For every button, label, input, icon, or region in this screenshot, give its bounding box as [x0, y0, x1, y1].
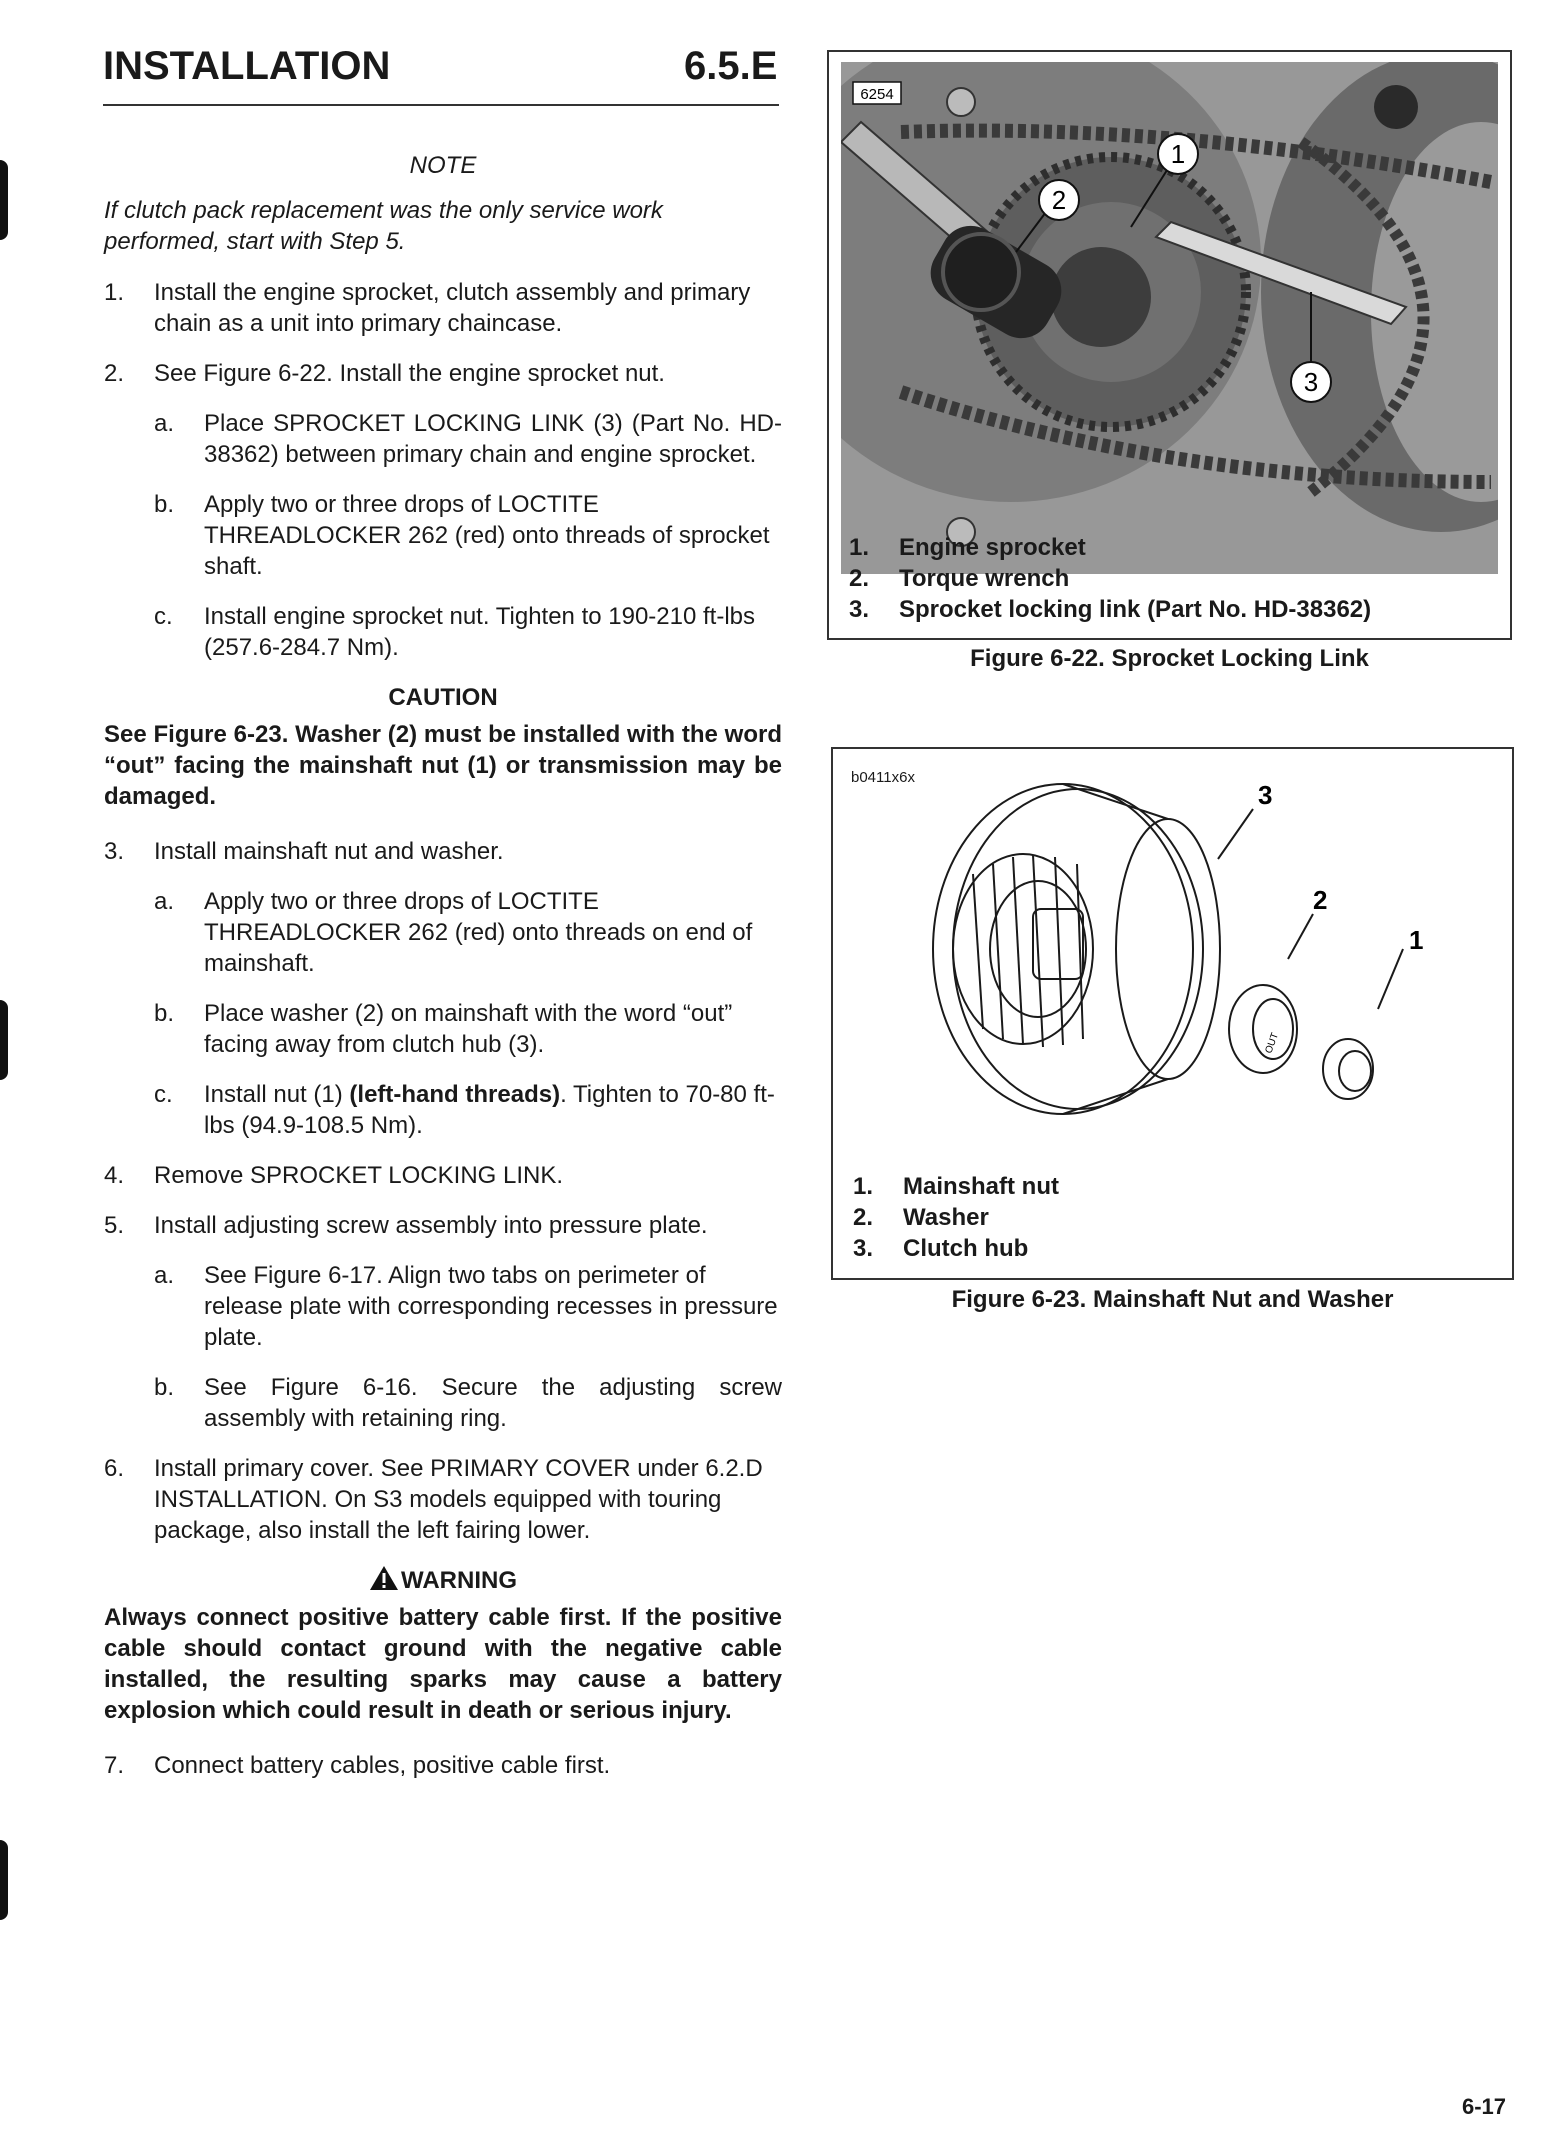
- figure-6-22-caption: Figure 6-22. Sprocket Locking Link: [970, 645, 1369, 672]
- callout-1: 1: [1409, 925, 1424, 955]
- legend-item: 2. Washer: [853, 1204, 989, 1231]
- step-text: Install adjusting screw assembly into pressure plate.: [154, 1212, 708, 1239]
- figure-6-23-box: [831, 747, 1514, 1280]
- note-heading: NOTE: [409, 152, 477, 179]
- page-number: 6-17: [1462, 2094, 1507, 2119]
- substep-text: See Figure 6-16. Secure the adjusting screw assembly with retaining ring.: [204, 1374, 782, 1432]
- sprocket-locking-link-photo: [841, 62, 1498, 574]
- step-number: 1.: [104, 279, 125, 306]
- warning-heading-text: WARNING: [401, 1567, 517, 1594]
- step-2: [104, 358, 782, 389]
- substep-2c: [154, 601, 782, 663]
- legend-item: 1. Mainshaft nut: [853, 1173, 1059, 1200]
- step-text: See Figure 6-22. Install the engine sprocket nut.: [154, 360, 665, 387]
- step-text: Install the engine sprocket, clutch assembly and primary chain as a unit into primary chaincase.: [154, 279, 751, 337]
- legend-item: 2. Torque wrench: [849, 565, 1070, 592]
- figure-id: b0411x6x: [851, 769, 915, 786]
- warning-text: Always connect positive battery cable first. If the positive cable should contact ground with the negative cable installed, the resulting sparks may cause a battery explosion which could result in death or serious injury.: [104, 1604, 782, 1724]
- substep-text: See Figure 6-17. Align two tabs on perimeter of release plate with corresponding recesses in pressure plate.: [204, 1262, 778, 1351]
- step-text: Install mainshaft nut and washer.: [154, 838, 504, 865]
- step-6: [104, 1453, 782, 1546]
- substep-3b: [154, 998, 782, 1060]
- binder-hole: [0, 1000, 8, 1080]
- note-text: If clutch pack replacement was the only service work performed, start with Step 5.: [104, 197, 663, 255]
- binder-hole: [0, 160, 8, 240]
- callout-2: 2: [1313, 885, 1328, 915]
- caution-text: See Figure 6-23. Washer (2) must be installed with the word “out” facing the mainshaft nut (1) or transmission may be damaged.: [104, 721, 782, 810]
- substep-text-post: . Tighten to 70-80 ft-lbs (94.9-108.5 Nm).: [204, 1081, 775, 1139]
- substep-text: [204, 1079, 782, 1141]
- step-number: 2.: [104, 360, 125, 387]
- washer-label: OUT: [1263, 1031, 1282, 1056]
- substep-letter: a.: [154, 888, 175, 915]
- figure-id: 6254: [860, 86, 894, 103]
- step-3: [104, 836, 782, 867]
- substep-letter: b.: [154, 1374, 175, 1401]
- substep-text-bold: (left-hand threads): [349, 1081, 561, 1108]
- step-1: [104, 277, 782, 339]
- substep-letter: a.: [154, 410, 175, 437]
- step-text: Install primary cover. See PRIMARY COVER under 6.2.D INSTALLATION. On S3 models equipped with touring package, also install the left fairing lower.: [154, 1455, 763, 1544]
- substep-letter: b.: [154, 491, 175, 518]
- step-7: [104, 1750, 782, 1781]
- substep-text: Install engine sprocket nut. Tighten to 190-210 ft-lbs (257.6-284.7 Nm).: [204, 603, 756, 661]
- substep-3a: [154, 886, 782, 979]
- step-number: 5.: [104, 1212, 125, 1239]
- legend-item: 1. Engine sprocket: [849, 534, 1086, 561]
- step-text: Remove SPROCKET LOCKING LINK.: [154, 1162, 564, 1189]
- substep-5b: [154, 1372, 782, 1434]
- section-number: 6.5.E: [684, 44, 778, 88]
- figure-6-23-legend: [853, 1171, 1059, 1264]
- binder-hole: [0, 1840, 8, 1920]
- step-5: [104, 1210, 782, 1241]
- callout-1: 1: [1170, 139, 1186, 169]
- mainshaft-nut-washer-diagram: [833, 749, 1512, 1149]
- callout-2: 2: [1051, 185, 1067, 215]
- substep-text: Apply two or three drops of LOCTITE THREADLOCKER 262 (red) onto threads of sprocket shaft.: [204, 491, 770, 580]
- substep-text: Apply two or three drops of LOCTITE THREADLOCKER 262 (red) onto threads on end of mainshaft.: [204, 888, 753, 977]
- substep-letter: c.: [154, 1081, 173, 1108]
- step-number: 4.: [104, 1162, 125, 1189]
- step-number: 7.: [104, 1752, 125, 1779]
- main-text-column: [104, 150, 782, 1800]
- substep-2a: [154, 408, 782, 470]
- header-rule: [103, 104, 779, 106]
- substep-letter: c.: [154, 603, 173, 630]
- step-text: Connect battery cables, positive cable first.: [154, 1752, 611, 1779]
- figure-6-22-box: [827, 50, 1512, 640]
- page-title: INSTALLATION: [103, 44, 391, 88]
- substep-2b: [154, 489, 782, 582]
- step-number: 3.: [104, 838, 125, 865]
- step-number: 6.: [104, 1455, 125, 1482]
- substep-letter: a.: [154, 1262, 175, 1289]
- caution-heading: CAUTION: [388, 684, 498, 711]
- legend-item: 3. Clutch hub: [853, 1235, 1029, 1262]
- figure-6-23-caption: Figure 6-23. Mainshaft Nut and Washer: [951, 1286, 1394, 1313]
- callout-3: 3: [1258, 780, 1273, 810]
- substep-3c: [154, 1079, 782, 1141]
- substep-5a: [154, 1260, 782, 1353]
- substep-letter: b.: [154, 1000, 175, 1027]
- warning-triangle-icon: [369, 1565, 399, 1591]
- substep-text-pre: Install nut (1): [204, 1081, 350, 1108]
- figure-6-22-legend: [849, 532, 1371, 625]
- step-4: [104, 1160, 782, 1191]
- callout-3: 3: [1303, 367, 1319, 397]
- legend-item: 3. Sprocket locking link (Part No. HD-38362): [849, 596, 1372, 623]
- substep-text: Place SPROCKET LOCKING LINK (3) (Part No. HD-38362) between primary chain and engine sprocket.: [204, 410, 782, 468]
- substep-text: Place washer (2) on mainshaft with the word “out” facing away from clutch hub (3).: [204, 1000, 733, 1058]
- warning-heading: [104, 1565, 782, 1596]
